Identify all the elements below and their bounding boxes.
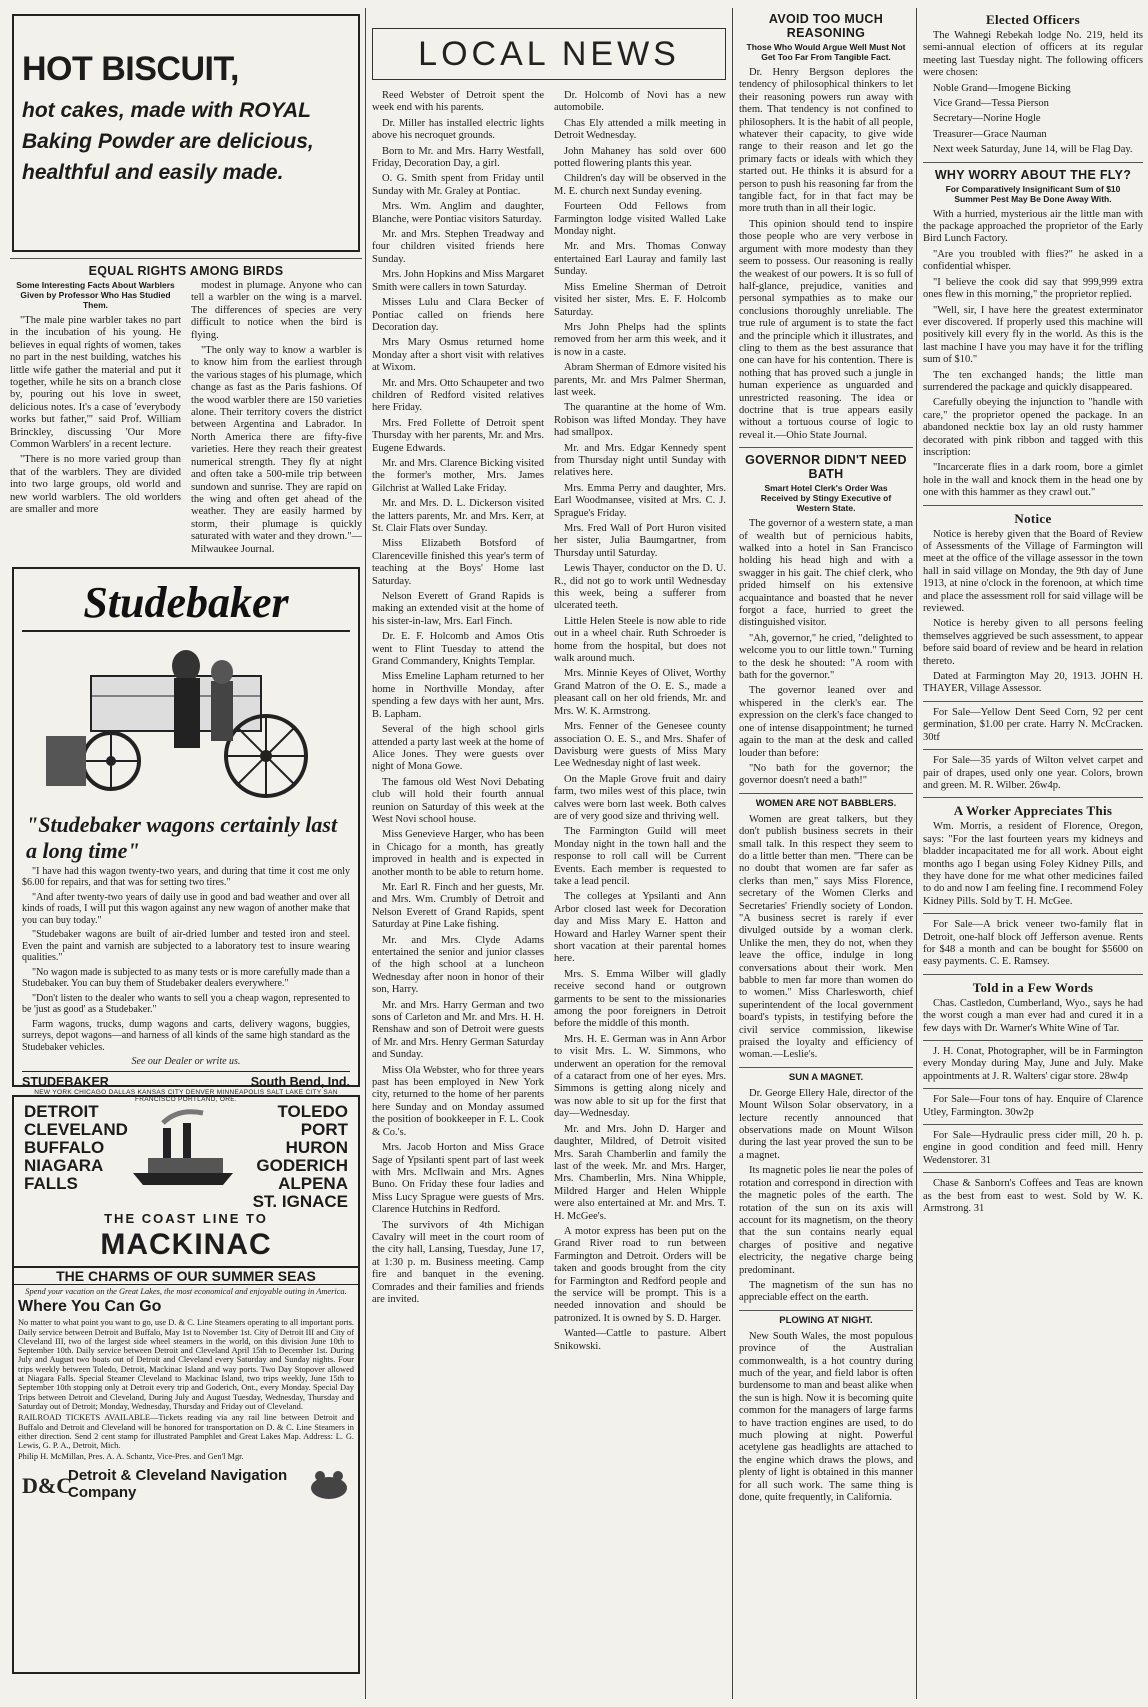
article-title: AVOID TOO MUCH REASONING bbox=[768, 12, 884, 40]
officer-item: Treasurer—Grace Nauman bbox=[933, 128, 1047, 140]
news-item: Mr. and Mrs. D. L. Dickerson visited the latters parents, Mr. and Mrs. Kerr, at St. Clair Flats over Sunday. bbox=[372, 498, 544, 534]
officer-item: Noble Grand—Imogene Bicking bbox=[933, 82, 1071, 94]
article-body bbox=[10, 280, 362, 559]
charms-heading: THE CHARMS OF OUR SUMMER SEAS bbox=[14, 1266, 358, 1285]
paragraph: "The only way to know a warbler is to know him from the earliest through the various stages of his plumage, which change as fast as the Paris fashions. Of the wood warbler there are 150 varieties alone. Their territory covers the district between Argentina and Labrador. In North America there are fifty-five varieties. Here they reach their greatest numerical strength. They fly at night and often take a 500-mile trip between sundown and sunrise. They are rapid on the wing and often get ahead of the weather. They are easily harmed by storm, their plumage is quickly saturated with water and they drown."—Milwaukee Journal. bbox=[191, 345, 362, 555]
paragraph: Next week Saturday, June 14, will be Flag Day. bbox=[933, 144, 1133, 156]
paragraph: Farm wagons, trucks, dump wagons and carts, delivery wagons, buggies, surreys, depot wagons—and harness of all kinds of the same high standard as the Studebaker vehicles. bbox=[22, 1018, 350, 1053]
where-heading: Where You Can Go bbox=[18, 1298, 162, 1316]
local-news-right bbox=[554, 90, 726, 1356]
news-item: Mrs. Jacob Horton and Miss Grace Sage of Ypsilanti spent part of last week with Mrs. McIlwain and Mrs. Agnes Buno. On Friday these four ladies and Miss Lucy Sprague were guests of Mrs. Clarence Hutchins in Redford. bbox=[372, 1142, 544, 1216]
paragraph: The governor leaned over and whispered in the clerk's ear. The expression on the clerk's face changed to one of intense disappointment; he turned again to the man at the desk and called louder than before: bbox=[739, 685, 913, 759]
frog-icon bbox=[306, 1466, 352, 1502]
news-item: Miss Ola Webster, who for three years past has been employed in New York city, returned to the home of her parents here Sunday and on Monday assumed the position of bookkeeper in F. L. Cook & Co.'s. bbox=[372, 1064, 544, 1138]
news-item: Miss Elizabeth Botsford of Clarenceville finished this year's term of teaching at the Boys' Home last Saturday. bbox=[372, 538, 544, 587]
news-item: Mrs. S. Emma Wilber will gladly receive second hand or outgrown garments to be sent to the missionaries among the poor foreigners in Detroit before the middle of this month. bbox=[554, 968, 726, 1030]
hot-biscuit-ad bbox=[12, 14, 360, 252]
news-item: Chas Ely attended a milk meeting in Detroit Wednesday. bbox=[554, 117, 726, 142]
ad-body: hot cakes, made with ROYAL Baking Powder are delicious, healthful and easily made. bbox=[22, 99, 314, 184]
news-item: O. G. Smith spent from Friday until Sunday with Mr. Graley at Pontiac. bbox=[372, 173, 544, 197]
svg-text:D&C: D&C bbox=[22, 1472, 73, 1498]
paragraph: "No bath for the governor; the governor doesn't need a bath!" bbox=[739, 762, 913, 787]
coast-line: THE COAST LINE TO bbox=[104, 1210, 268, 1226]
paragraph: This opinion should tend to inspire those people who are very verbose in argument with more modesty than they seem to possess. Our reasoning is really the weakest of our powers. It is so full of half-glance, prejudice, vanities and personal sympathies as to make our conclusions thoroughly unreliable. The true rule of argument is to state the fact and the principle which it illustrates, and cling to them as the best assurance that one can have for his contention. There is nothing that has proved such a jungle in human experience as unguarded and unrestricted reasoning. The idea or doctrine that is true appears easily without a tortuous course of logic to reveal it.—Ohio State Journal. bbox=[739, 218, 913, 441]
news-item: Fourteen Odd Fellows from Farmington lodge visited Walled Lake Monday night. bbox=[554, 201, 726, 238]
paragraph: Dated at Farmington May 20, 1913. JOHN H. THAYER, Village Assessor. bbox=[923, 671, 1143, 695]
paragraph: modest in plumage. Anyone who can tell a warbler on the wing is a marvel. The differences of species are very difficult to notice when the bird is flying. bbox=[191, 280, 362, 341]
news-item: Abram Sherman of Edmore visited his parents, Mr. and Mrs Palmer Sherman, last week. bbox=[554, 362, 726, 398]
column-rule bbox=[916, 8, 917, 1699]
news-item: Miss Genevieve Harger, who has been in Chicago for a month, has greatly improved in health and is expected in another month to be able to return home. bbox=[372, 829, 544, 878]
classified-ad: For Sale—A brick veneer two-family flat in Detroit, one-half block off Jefferson avenue. Rents for $48 a month and can be bought for $5600 on easy payments. C. E. Ramsey. bbox=[923, 919, 1143, 968]
article-title: Told in a Few Words bbox=[972, 979, 1094, 995]
news-item: Mrs. Minnie Keyes of Olivet, Worthy Grand Matron of the O. E. S., made a pleasant call on her old friends, Mr. and Mrs. W. K. Armstrong. bbox=[554, 668, 726, 717]
news-item: Mr. and Mrs. Clyde Adams entertained the senior and junior classes of the high school at a luncheon Wednesday after noon in honor of their son, Harry. bbox=[372, 934, 544, 996]
article-title: Elected Officers bbox=[986, 12, 1080, 27]
news-item: Several of the high school girls attended a party last week at the home of Alice Jones. They were guests over night of Mona Gowe. bbox=[372, 724, 545, 773]
article-title: GOVERNOR DIDN'T NEED BATH bbox=[745, 453, 907, 482]
mackinac-ad bbox=[12, 1095, 360, 1674]
paragraph: Its magnetic poles lie near the poles of rotation and correspond in direction with the magnetic poles of the earth. The rotation of the sun on its axis will account for its magnetism, on the theory that the sun contains nearly equal charges of positive and negative electricity, the negative charge being predominant. bbox=[739, 1165, 913, 1276]
news-item: Mrs. Fred Follette of Detroit spent Thursday with her parents, Mr. and Mrs. Eugene Edwards. bbox=[372, 417, 544, 454]
middle-right-column bbox=[737, 8, 915, 1507]
news-item: John Mahaney has sold over 600 potted flowering plants this year. bbox=[554, 145, 726, 170]
company-name: Detroit & Cleveland Navigation Company bbox=[68, 1466, 288, 1501]
news-item: Mr. and Mrs. John D. Harger and daughter, Mildred, of Detroit visited Mrs. Sarah Chamberlin and family the last of the week. Mr. and Mrs. Harger, Mrs. Chamberlin, Mrs. Nina Whipple, Mildred Harger and Helen Whipple were also entertained at Mr. and Mrs. T. H. McGee's. bbox=[554, 1123, 726, 1222]
news-item: Misses Lulu and Clara Becker of Pontiac called on friends here Decoration day. bbox=[372, 297, 544, 333]
news-item: Mr. and Mrs. Edgar Kennedy spent from Thursday night until Sunday with relatives here. bbox=[554, 442, 726, 479]
article-subtitle: Smart Hotel Clerk's Order Was Received by Stingy Executive of Western State. bbox=[760, 483, 892, 514]
article-subtitle: Those Who Would Argue Well Must Not Get Too Far From Tangible Fact. bbox=[746, 42, 906, 62]
paragraph: "No wagon made is subjected to as many tests or is more carefully made than a Studebaker. You can buy them of Studebaker dealers everywhere." bbox=[22, 966, 350, 990]
news-item: Miss Emeline Sherman of Detroit visited her sister, Mrs. E. F. Holcomb Saturday. bbox=[554, 281, 726, 318]
paragraph: With a hurried, mysterious air the little man with the package approached the proprietor of the Early Bird Lunch Factory. bbox=[923, 208, 1143, 245]
ad-tagline: "Studebaker wagons certainly last a long time" bbox=[26, 811, 338, 863]
news-item: Mr. and Mrs. Otto Schaupeter and two children of Redford visited relatives here Friday. bbox=[372, 377, 544, 414]
mackinac-banner: MACKINAC bbox=[100, 1227, 272, 1261]
article-title: EQUAL RIGHTS AMONG BIRDS bbox=[88, 264, 284, 278]
news-item: Miss Emeline Lapham returned to her home in Northville Monday, after spending a few days with her aunt, Mrs. B. Lapham. bbox=[372, 671, 544, 720]
column-rule bbox=[365, 8, 366, 1699]
paragraph: Wm. Morris, a resident of Florence, Oregon, says: "For the last fourteen years my kidneys and bladder incapacitated me for all work. About eight months ago I began using Foley Kidney Pills, and they have done for me what other medicines failed to do and now I am feeling fine. I recommend Foley Kidney Pills. Sold by T. H. McGee. bbox=[923, 821, 1143, 907]
studebaker-ad bbox=[12, 567, 360, 1104]
news-item: Mrs. Emma Perry and daughter, Mrs. Earl Woodmansee, visited at Mrs. C. J. Sprague's Friday. bbox=[554, 482, 726, 519]
classified-ad: For Sale—35 yards of Wilton velvet carpet and pair of drapes, used only one year. Colors, brown and green. M. R. Wilber. 26w4p. bbox=[923, 755, 1143, 791]
classified-ad: For Sale—Hydraulic press cider mill, 20 h. p. engine in good condition and feed mill. Henry Wedenstorer. 31 bbox=[923, 1130, 1143, 1166]
news-item: On the Maple Grove fruit and dairy farm, two miles west of this place, twin calves were born last week. Both calves are of very good size and thriving well. bbox=[554, 773, 726, 822]
classified-ad: Chase & Sanborn's Coffees and Teas are known as the best from east to west. Sold by W. K. Armstrong. 31 bbox=[923, 1178, 1143, 1215]
local-news-section bbox=[372, 8, 726, 1356]
section-title: LOCAL NEWS bbox=[372, 28, 726, 80]
company-city: South Bend, Ind. bbox=[250, 1075, 350, 1090]
news-item: Mr. and Mrs. Thomas Conway entertained Earl Lauray and family last Sunday. bbox=[554, 241, 726, 278]
paragraph: New South Wales, the most populous province of the Australian commonwealth, is a hot country during much of the year, and field labor is often burdensome to man and beast alike when the sun is high. Now it is becoming quite common for the managers of large farms to have traction engines are used, to do much plowing at night. Powerful acetylene gas headlights are attached to the engine which draws the plows, and plenty of light is obtained in this manner for all such work. The same thing is done, quite frequently, in California. bbox=[739, 1330, 913, 1504]
paragraph: RAILROAD TICKETS AVAILABLE—Tickets reading via any rail line between Detroit and Buffalo and Detroit and Cleveland will be honored for transportation on D. & C. Line Steamers in either direction. Send 2 cent stamp for illustrated Pamphlet and Great Lakes Map. Address: L. G. Lewis, G. P. A., Detroit, Mich. bbox=[18, 1413, 354, 1451]
branch-cities: NEW YORK CHICAGO DALLAS KANSAS CITY DENVER MINNEAPOLIS SALT LAKE CITY SAN FRANCISCO PORTLAND, ORE. bbox=[34, 1089, 338, 1104]
studebaker-logo: Studebaker bbox=[22, 577, 350, 632]
classified-ad: J. H. Conat, Photographer, will be in Farmington every Monday during May, June and July. Make appointments at J. R. Walters' cigar store. 28w4p bbox=[923, 1046, 1143, 1082]
ad-headline: HOT BISCUIT, bbox=[22, 50, 239, 88]
classified-ad: For Sale—Four tons of hay. Enquire of Clarence Utley, Farmington. 30w2p bbox=[923, 1094, 1143, 1118]
wagon-illustration-icon bbox=[36, 636, 336, 806]
ad-footer bbox=[22, 1071, 350, 1089]
paragraph: Notice is hereby given to all persons feeling themselves aggrieved be such assessment, to appear before said board of review and be heard in relation thereto. bbox=[923, 618, 1143, 667]
news-item: Dr. Miller has installed electric lights above his necroquet grounds. bbox=[372, 117, 544, 142]
article-title: SUN A MAGNET. bbox=[788, 1071, 864, 1083]
paragraph: Women are great talkers, but they don't publish business secrets in their small talk. In this respect they seem to do a little better than men. "There can be no doubt that women are far safer as clerks than men," says Miss Florence, secretary of the Women Clerks and Secretaries' Friendly society of London. "A business secret is rarely if ever divulged outside by a woman clerk. Unlike the men, they do not, when they leave the office, indulge in long conversations about their work. Men babble to men far more than women do to women." Miss Charlesworth, chief superintendent of the local government board's typists, in testifying before the civil service commission, likewise praised the loyalty and efficiency of woman.—Leslie's. bbox=[739, 813, 913, 1061]
paragraph: Spend your vacation on the Great Lakes, the most economical and enjoyable outing in America. bbox=[25, 1286, 347, 1296]
company-name: STUDEBAKER bbox=[22, 1075, 109, 1090]
news-item: Dr. Holcomb of Novi has a new automobile. bbox=[554, 90, 726, 114]
article-subtitle: Some Interesting Facts About Warblers Given by Professor Who Has Studied Them. bbox=[16, 280, 175, 310]
news-item: The colleges at Ypsilanti and Ann Arbor closed last week for Decoration day and Miss Mary E. Hatton and Howard and Harley Warner spent their short vacation at their parental homes here. bbox=[554, 891, 726, 965]
left-column bbox=[10, 8, 362, 1674]
news-item: Lewis Thayer, conductor on the D. U. R., did not go to work until Wednesday this week, being a sufferer from ulcerated teeth. bbox=[554, 563, 726, 612]
paragraph: "I believe the cook did say that 999,999 extra ones flew in this morning," the proprietor replied. bbox=[923, 276, 1143, 301]
news-item: The Farmington Guild will meet Monday night in the town hall and the response to roll call will be Current Events. Each member is requested to take a lead pencil. bbox=[554, 826, 726, 887]
news-item: Little Helen Steele is now able to ride out in a wheel chair. Ruth Schroeder is home from the hospital, but does not walk around much. bbox=[554, 615, 726, 665]
article-title: WHY WORRY ABOUT THE FLY? bbox=[934, 167, 1132, 182]
article-title: Notice bbox=[1014, 510, 1052, 526]
article-title: PLOWING AT NIGHT. bbox=[779, 1314, 873, 1326]
paragraph: "Well, sir, I have here the greatest exterminator ever discovered. If properly used this machine will positively kill every fly in the world. As this is the last machine I have you may have it for the trifling sum of $10." bbox=[923, 304, 1143, 366]
news-item: Born to Mr. and Mrs. Harry Westfall, Friday, Decoration Day, a girl. bbox=[372, 145, 544, 170]
news-item: Mrs. Fenner of the Genesee county association O. E. S., and Mrs. Shafer of Davisburg were guests of Miss Mary Lee Wednesday night of last week. bbox=[554, 721, 726, 770]
paragraph: The Wahnegi Rebekah lodge No. 219, held its semi-annual election of officers at its regular meeting last Tuesday night. The following officers were chosen: bbox=[923, 30, 1143, 79]
article-title: A Worker Appreciates This bbox=[953, 803, 1113, 819]
paragraph: Chas. Castledon, Cumberland, Wyo., says he had the worst cough a man ever had and cured it in a few days with Dr. Warner's White Wine of Tar. bbox=[923, 997, 1143, 1034]
paragraph: "Are you troubled with flies?" he asked in a confidential whisper. bbox=[923, 248, 1143, 273]
news-item: Wanted—Cattle to pasture. Albert Snikowski. bbox=[554, 1328, 726, 1352]
article-title: WOMEN ARE NOT BABBLERS. bbox=[755, 797, 897, 809]
paragraph: "Studebaker wagons are built of air-dried lumber and tested iron and steel. Even the paint and varnish are subjected to a laboratory test to insure wearing qualities." bbox=[22, 929, 350, 964]
paragraph: "Don't listen to the dealer who wants to sell you a cheap wagon, represented to be 'just as good' as a Studebaker." bbox=[22, 992, 350, 1016]
article-subtitle: For Comparatively Insignificant Sum of $10 Summer Pest May Be Done Away With. bbox=[945, 183, 1121, 204]
officer-item: Secretary—Norine Hogle bbox=[933, 113, 1041, 125]
steamer-icon bbox=[128, 1103, 238, 1193]
paragraph: Notice is hereby given that the Board of Review of Assessments of the Village of Farmington will meet at the office of the village assessor in the town hall in said village on Monday, the 9th day of June 1913, at nine o'clock in the forenoon, at which time and place the assessment roll for said village will be reviewed. bbox=[923, 528, 1143, 615]
news-item: Nelson Everett of Grand Rapids is making an extended visit at the home of his sister-in-law, Mrs. Earl Finch. bbox=[372, 591, 544, 627]
news-item: The quarantine at the home of Wm. Robison was lifted Monday. They have had smallpox. bbox=[554, 402, 726, 439]
column-rule bbox=[732, 8, 733, 1699]
officers-line: Philip H. McMillan, Pres. A. A. Schantz, Vice-Pres. and Gen'l Mgr. bbox=[18, 1452, 244, 1462]
paragraph: "Incarcerate flies in a dark room, bore a gimlet hole in the wall and knock them in the head one by one with this hammer as they crawl out." bbox=[923, 462, 1143, 499]
news-item: Dr. E. F. Holcomb and Amos Otis went to Flint Tuesday to attend the Grand Commandery, Knights Templar. bbox=[372, 631, 544, 668]
dc-monogram-icon bbox=[20, 1469, 73, 1499]
news-item: Mr. and Mrs. Harry German and two sons of Carleton and Mr. and Mrs. H. H. Renshaw and son of Detroit were guests of Mr. and Mrs. Henry German Saturday and Sunday. bbox=[372, 999, 544, 1061]
news-item: The survivors of 4th Michigan Cavalry will meet in the court room of the city hall, Lansing, Tuesday, June 17, at 1:30 p. m. Business meeting. Camp fire and banquet in the evening. Comrades and their families and friends are invited. bbox=[372, 1219, 544, 1305]
dealer-line: See our Dealer or write us. bbox=[131, 1056, 241, 1068]
ports-right: TOLEDO PORT HURON GODERICH ALPENA ST. IGNACE bbox=[252, 1101, 348, 1211]
paragraph: Carefully obeying the injunction to "handle with care," the proprietor opened the package. In an abandoned necktie box lay an old rusty hammer decorated with pink ribbon and tagged with this inscription: bbox=[923, 397, 1143, 458]
paragraph: The ten exchanged hands; the little man surrendered the package and quickly disappeared. bbox=[923, 369, 1143, 393]
news-item: Mr. Earl R. Finch and her guests, Mr. and Mrs. Wm. Crumbly of Detroit and Nelson Everett of Grand Rapids, spent Saturday at Pine Lake fishing. bbox=[372, 881, 544, 931]
local-news-left bbox=[372, 90, 544, 1356]
paragraph: "The male pine warbler takes no part in the incubation of his young. He believes in equal rights of women, takes no part in the nest building, watches his little wife gather the material and put it together, while he sits on a branch close by, pouring out his love in sweet, delicious notes. It's a case of 'everybody works but father,'" said Prof. William Brinckley, discussing 'Our More Common Warblers' in a recent lecture. bbox=[10, 315, 181, 451]
news-item: Mr. and Mrs. Clarence Bicking visited the former's mother, Mrs. James Gilchrist at Walled Lake Friday. bbox=[372, 457, 544, 494]
news-item: Mrs. Wm. Anglim and daughter, Blanche, were Pontiac visitors Saturday. bbox=[372, 201, 544, 225]
news-item: Mrs John Phelps had the splints removed from her arm this week, and it is now in a caste. bbox=[554, 321, 726, 358]
ports-left: DETROIT CLEVELAND BUFFALO NIAGARA FALLS bbox=[24, 1101, 128, 1193]
paragraph: "There is no more varied group than that of the warblers. They are divided into two large groups, old world and new world warblers. The old worlders are smaller and more bbox=[10, 454, 181, 516]
paragraph: Dr. George Ellery Hale, director of the Mount Wilson Solar observatory, in a lecture recently announced that observations made on Mount Wilson during the last year proved the sun to be a magnet. bbox=[739, 1087, 913, 1161]
paragraph: No matter to what point you want to go, use D. & C. Line Steamers operating to all important ports. Daily service between Detroit and Buffalo, May 1st to November 1st. City of Detroit III and City of Cleveland III, two of the largest side wheel steamers in the world, on this division June 10th to September 10th. Daily service between Detroit and Cleveland April 15th to December 1st. During July and August two boats out of Detroit and Cleveland every Saturday and Sunday nights. Four trips weekly between Toledo, Detroit, Mackinac Island and way ports. Two Day Stopover allowed at Niagara Falls. Special Steamer Cleveland to Mackinac Island, two trips weekly, June 15th to September 10th stopping only at Detroit every trip and Goderich, Ont., every Monday. Special Day Trips between Detroit and Cleveland, During July and August Tuesday, Wednesday, Thursday and Saturday out of Detroit; Monday, Wednesday, Thursday and Friday out of Cleveland. bbox=[18, 1318, 354, 1411]
officer-item: Vice Grand—Tessa Pierson bbox=[933, 98, 1049, 110]
news-item: Reed Webster of Detroit spent the week end with his parents. bbox=[372, 90, 544, 114]
news-item: Mrs. John Hopkins and Miss Margaret Smith were callers in town Saturday. bbox=[372, 269, 544, 293]
news-item: Mrs. H. E. German was in Ann Arbor to visit Mrs. L. W. Simmons, who underwent an operation for the removal of a cataract from one of her eyes. Mrs. Simmons is getting along nicely and was now able to sit up for the first that day—Wednesday. bbox=[554, 1033, 726, 1120]
news-item: Children's day will be observed in the M. E. church next Sunday evening. bbox=[554, 173, 726, 197]
right-column bbox=[921, 8, 1145, 1218]
paragraph: The magnetism of the sun has no appreciable effect on the earth. bbox=[739, 1279, 913, 1304]
news-item: Mrs Mary Osmus returned home Monday after a short visit with relatives at Wixom. bbox=[372, 337, 544, 374]
news-item: Mrs. Fred Wall of Port Huron visited her sister, Julia Baumgartner, from Thursday until Saturday. bbox=[554, 523, 726, 559]
news-item: The famous old West Novi Debating club will hold their fourth annual reunion on Saturday of this week at the West Novi school house. bbox=[372, 776, 544, 825]
paragraph: "I have had this wagon twenty-two years, and during that time it cost me only $6.00 for repairs, and that was for setting two tires." bbox=[22, 865, 350, 889]
news-item: Mr. and Mrs. Stephen Treadway and four children visited friends here Sunday. bbox=[372, 229, 544, 265]
paragraph: The governor of a western state, a man of wealth but of pernicious habits, walked into a hotel in San Francisco holding his head high and with a swagger in his gait. The chief clerk, who prided himself on his extensive acquaintance and boasted that he never forgot a face, hurried to greet the distinguished visitor. bbox=[739, 518, 913, 629]
paragraph: Dr. Henry Bergson deplores the tendency of philosophical thinkers to let their reasoning powers run away with them. That tendency is not confined to philosophers. It is the habit of all people, whatever their capacity, to give wide range to their reason and let go the primary facts or ideals with which they started out. He thinks it is absurd for a person to push his reasoning far from the tangible fact, for in that fact may be more truth than in all their logic. bbox=[739, 67, 913, 215]
classified-ad: For Sale—Yellow Dent Seed Corn, 92 per cent germination, $1.00 per crate. Harry N. McCracken. 30tf bbox=[923, 706, 1143, 743]
news-item: A motor express has been put on the Grand River road to run between Farmington and Detroit. Orders will be taken and goods brought from the city for Farmington and Redford people and the service will be prompt. This is a needed innovation and should be patronized. It is owned by S. D. Harger. bbox=[554, 1225, 726, 1324]
paragraph: "Ah, governor," he cried, "delighted to welcome you to our little town." Turning to the desk he shouted: "A room with bath for the governor." bbox=[739, 632, 913, 682]
paragraph: "And after twenty-two years of daily use in good and bad weather and over all kinds of roads, I will put this wagon against any new wagon of another make that you can buy today." bbox=[22, 891, 350, 926]
